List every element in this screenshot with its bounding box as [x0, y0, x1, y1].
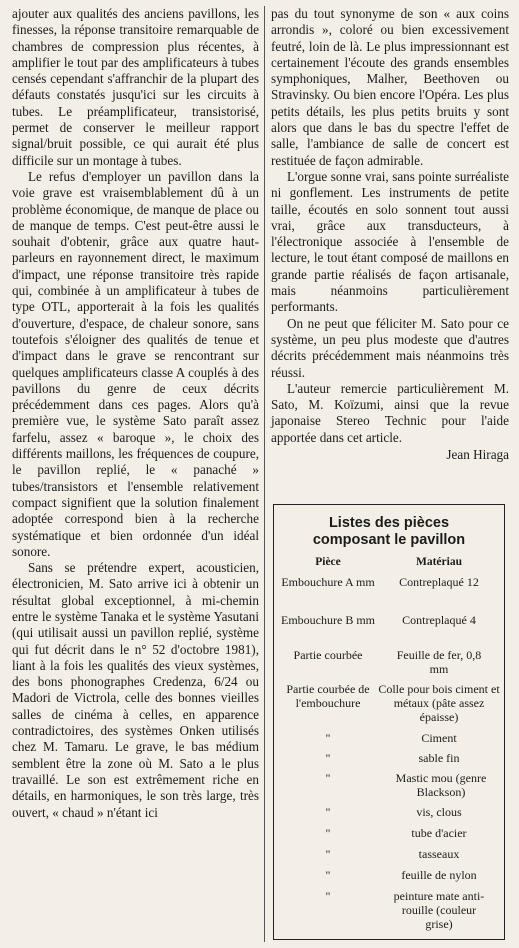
title-line: Listes des pièces — [328, 515, 450, 531]
paragraph: Sans se prétendre expert, acousticien, électronicien, M. Sato arrive ici à obtenir un résultat global exceptionnel, à mi-chemin entre le système Tanaka et le système Yasutani (qui utilisait aussi un pavillon replié, système qui fut décrit dans le n° 52 d'octobre 1981), liant à la fois les qualités des vieux systèmes, des bons phonographes Credenza, 6/24 ou Madori de Victrola, celle des bonnes vieilles salles de cinéma à celles, en apparence contradictoires, des systèmes Onken utilisés chez M. Tamaru. Le grave, le bas médium semblent être la zone où M. Sato a le plus travaillé. Le son est extrêmement riche en détails, en harmoniques, le son très large, très ouvert, « chaud » n'étant ici — [12, 560, 259, 820]
material-cell: vis, clous — [416, 805, 462, 819]
piece-cell: " — [325, 751, 331, 765]
piece-cell: " — [325, 889, 331, 903]
material-cell: feuille de nylon — [401, 868, 477, 882]
paragraph: L'orgue sonne vrai, sans pointe surréaliste ni gonflement. Les instruments de petite taille, écoutés en solo sonnent tout aussi vrai, grâce aux transducteurs, à l'électronique associée à l'ensemble de lecture, le tout étant composé de maillons en grande partie réalisés de façon artisanale, mais néanmoins particulièrement performants. — [271, 168, 509, 315]
left-column — [12, 6, 259, 821]
column-header-piece: Pièce — [315, 556, 341, 568]
piece-cell: Embouchure A mm — [281, 575, 375, 589]
parts-list-box — [273, 504, 505, 940]
piece-cell: " — [325, 805, 331, 819]
piece-cell: " — [325, 847, 331, 861]
material-cell: Colle pour bois ciment et métaux (pâte assez épaisse) — [378, 682, 500, 724]
material-cell: Contreplaqué 12 — [399, 575, 479, 589]
material-cell: Mastic mou (genre Blackson) — [395, 771, 487, 799]
column-divider — [264, 6, 265, 942]
right-column — [271, 6, 509, 463]
piece-cell: Embouchure B mm — [281, 613, 375, 627]
material-cell: peinture mate anti-rouille (couleur grise) — [393, 889, 485, 931]
paragraph: pas du tout synonyme de son « aux coins arrondis », coloré ou bien excessivement feutré, loin de là. Le plus impressionnant est certainement l'écoute des grands ensembles symphoniques, Malher, Beethoven ou Stravinsky. Ou bien encore l'Opéra. Les plus petits détails, les plus petits bruits y sont alors que dans le bas du spectre l'effet de salle, l'ambiance de salle de concert est restituée de façon admirable. — [271, 6, 509, 168]
piece-cell: Partie courbée — [293, 648, 363, 662]
material-cell: tube d'acier — [411, 826, 467, 840]
material-cell: sable fin — [418, 751, 460, 765]
paragraph: L'auteur remercie particulièrement M. Sato, M. Koïzumi, ainsi que la revue japonaise Stereo Technic pour l'aide apportée dans cet article. — [271, 380, 509, 445]
parts-list-title — [274, 515, 504, 549]
column-header-material: Matériau — [416, 556, 462, 568]
material-cell: tasseaux — [418, 847, 460, 861]
piece-cell: " — [325, 826, 331, 840]
piece-cell: Partie courbée de l'embouchure — [286, 682, 370, 710]
material-cell: Contreplaqué 4 — [402, 613, 476, 627]
title-line: composant le pavillon — [312, 532, 466, 548]
paragraph: On ne peut que féliciter M. Sato pour ce système, un peu plus modeste que d'autres décrits précédemment mais néanmoins très réussi. — [271, 315, 509, 380]
material-cell: Ciment — [421, 731, 457, 745]
material-cell: Feuille de fer, 0,8 mm — [396, 648, 482, 676]
author-signature: Jean Hiraga — [446, 447, 509, 463]
piece-cell: " — [325, 731, 331, 745]
paragraph: Le refus d'employer un pavillon dans la voie grave est vraisemblablement dû à un problème économique, de manque de place ou de manque de temps. C'est peut-être aussi le souhait d'obtenir, grâce aux quatre haut-parleurs en rayonnement direct, le maximum d'impact, une réponse transitoire très rapide qui, combinée à un amplificateur à tubes de type OTL, apporterait à la fois les qualités d'ouverture, d'espace, de chaleur sonore, sans toutefois s'éloigner des qualités de tenue et d'impact dans le grave se rencontrant sur quelques amplificateurs classe A couplés à des pavillons du genre de ceux décrits précédemment dans ces pages. Alors qu'à première vue, le système Sato paraît assez farfelu, assez « baroque », le choix des différents maillons, les fréquences de coupure, le pavillon replié, le « panaché » tubes/transistors et l'ensemble relativement compact signifient que la solution finalement adoptée correspond bien à la recherche systématique et bien ordonnée d'un idéal sonore. — [12, 168, 259, 559]
piece-cell: " — [325, 868, 331, 882]
piece-cell: " — [325, 771, 331, 785]
paragraph: ajouter aux qualités des anciens pavillons, les finesses, la réponse transitoire remarquable de chambres de compression plus récentes, à amplifier le tout par des amplificateurs à tubes censés cependant s'affranchir de la plupart des défauts constatés jusqu'ici sur les circuits à tubes. Le préamplificateur, transistorisé, permet de conserver le meilleur rapport signal/bruit possible, ce qui aurait été plus difficile sur un montage à tubes. — [12, 6, 259, 168]
